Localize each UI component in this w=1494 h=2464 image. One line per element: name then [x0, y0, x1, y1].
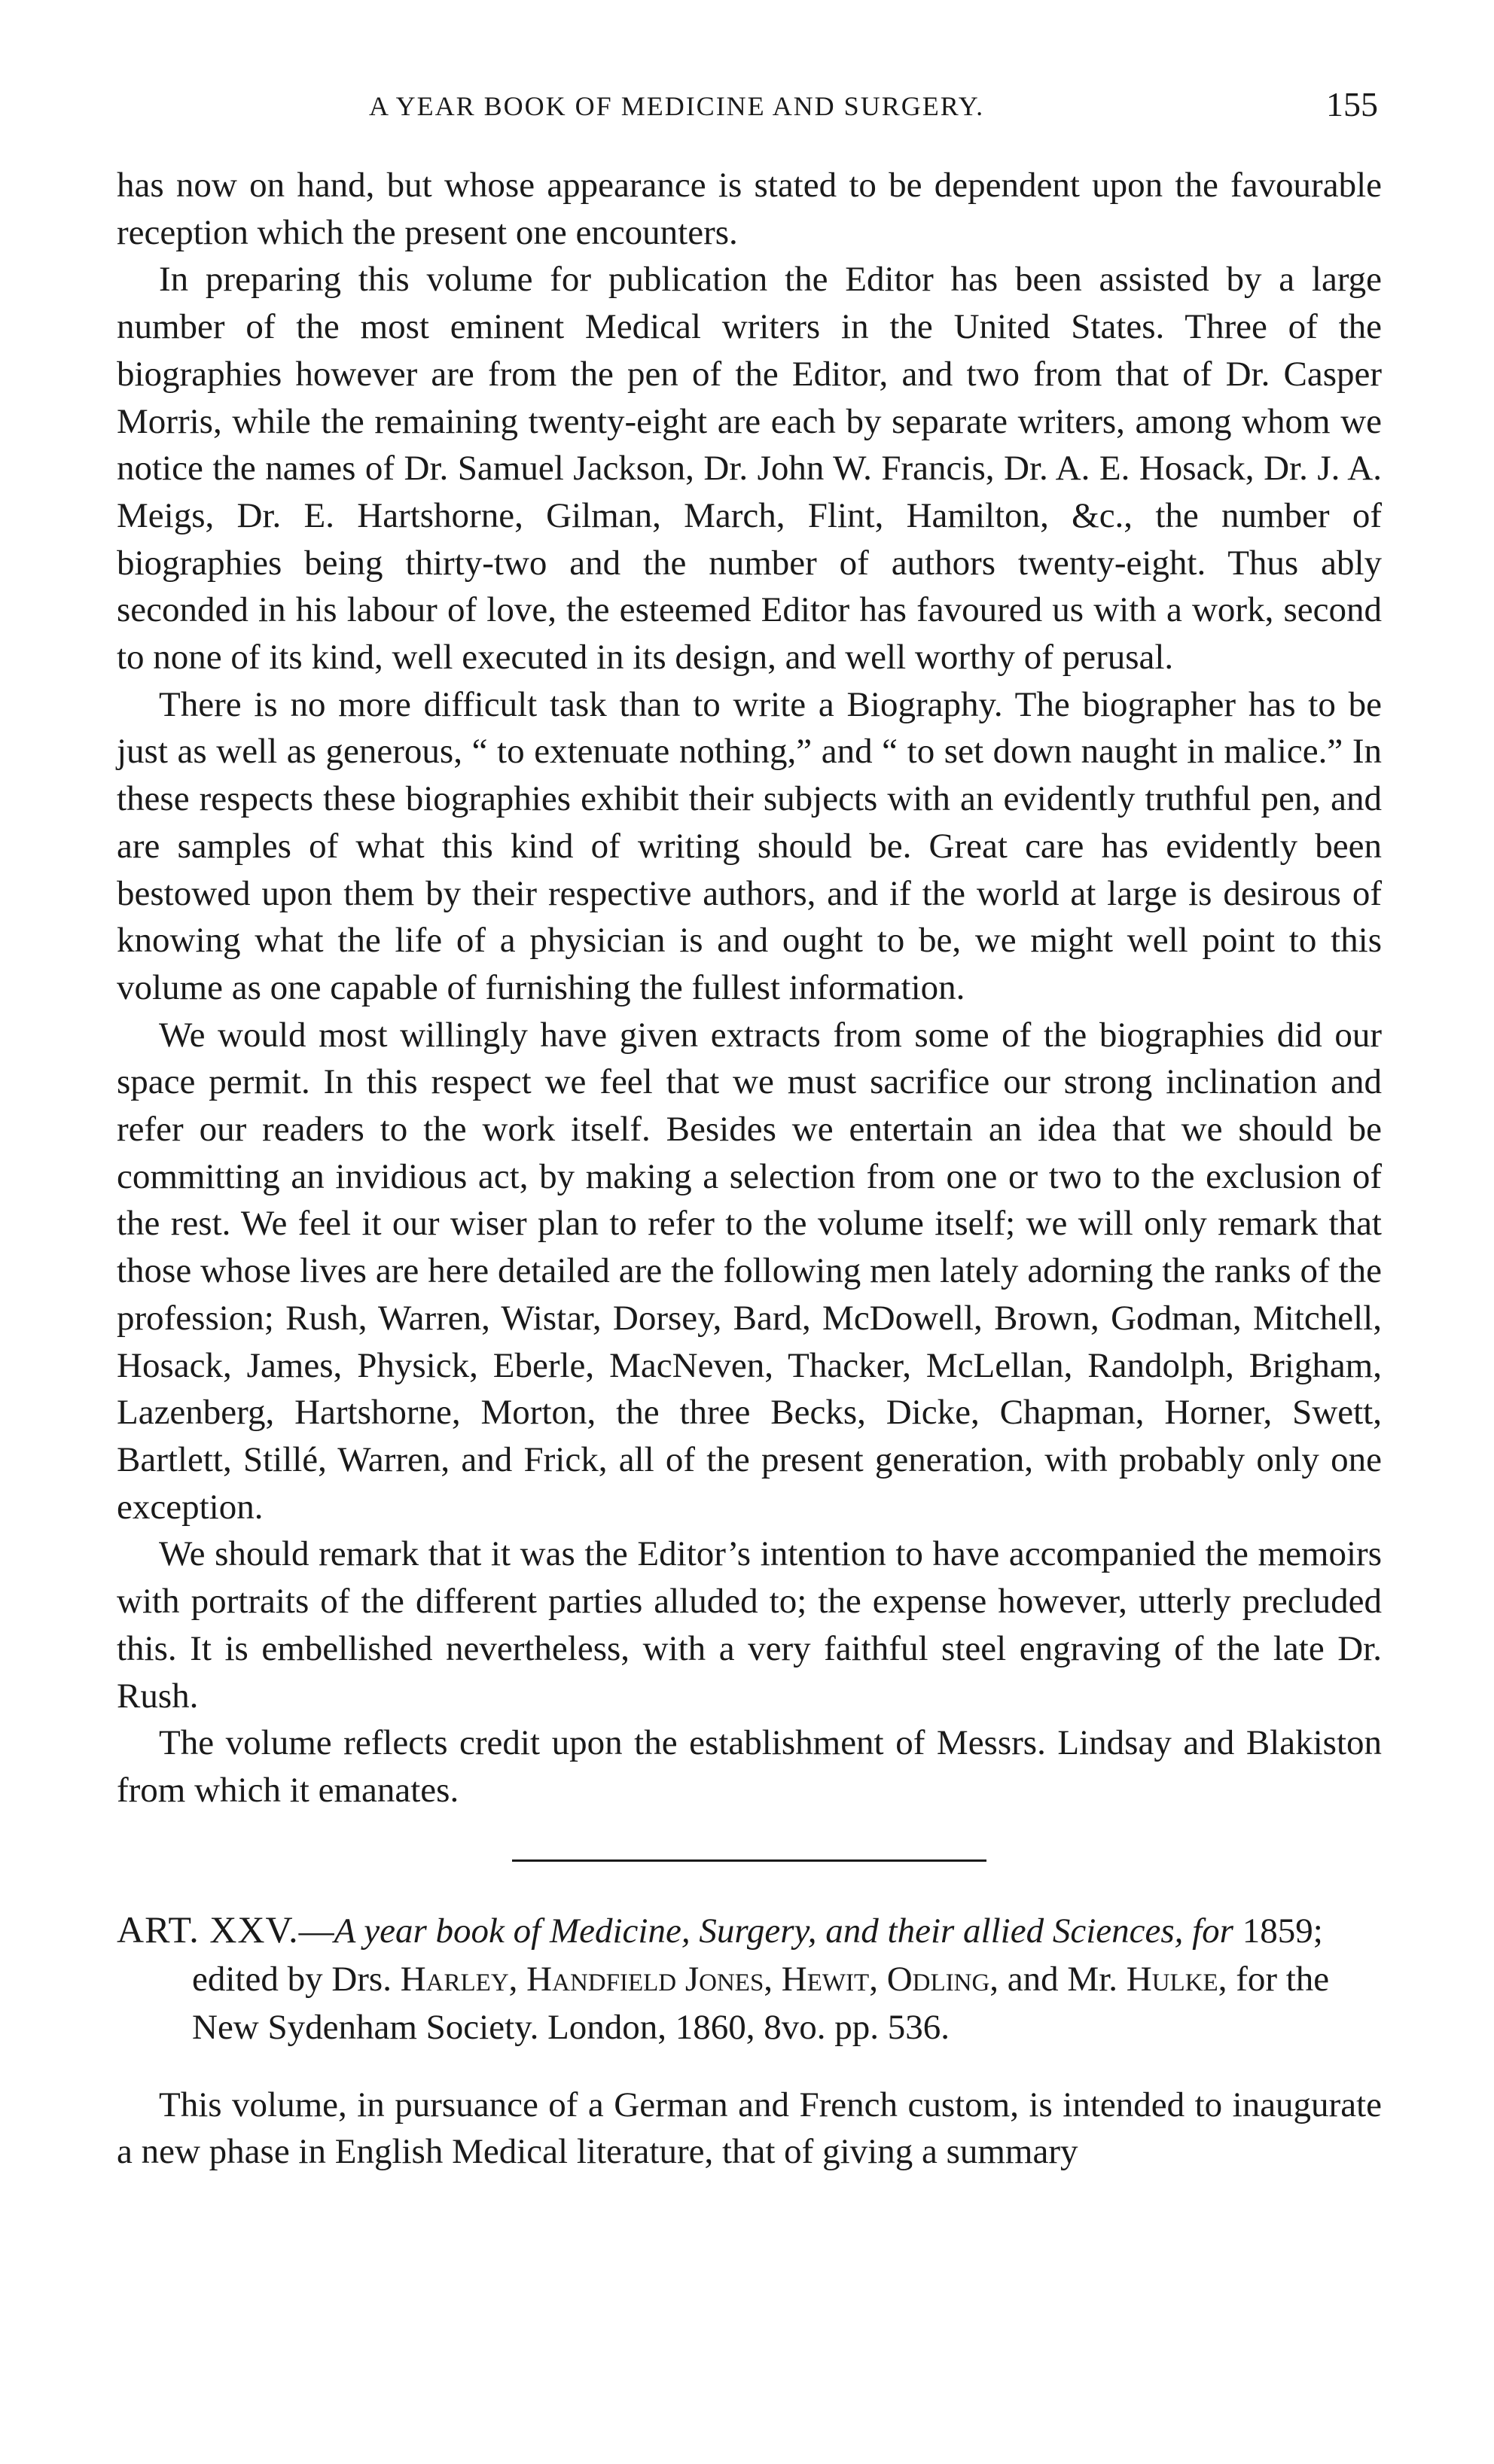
paragraph: We would most willingly have given extracts from some of the biographies did our space permit. In this respect we feel that we must sacrifice our strong inclination and refer our readers to the work itself. Besides we entertain an idea that we should be committing an invidious act, by making a selection from one or two to the exclusion of the rest. We feel it our wiser plan to refer to the volume itself; we will only remark that those whose lives are here detailed are the following men lately adorning the ranks of the profession; Rush, Warren, Wistar, Dorsey, Bard, McDowell, Brown, Godman, Mitchell, Hosack, James, Physick, Eberle, MacNeven, Thacker, McLellan, Randolph, Brigham, Lazenberg, Hartshorne, Morton, the three Becks, Dicke, Chapman, Horner, Swett, Bartlett, Stillé, Warren, and Frick, all of the present generation, with probably only one exception.	[117, 1015, 1382, 1527]
paragraph: We should remark that it was the Editor’s intention to have accompanied the memoirs with portraits of the different parties alluded to; the expense however, utterly precluded this. It is embellished nevertheless, with a very faithful steel engraving of the late Dr. Rush.	[117, 1534, 1382, 1716]
paragraph-continuation: has now on hand, but whose appearance is stated to be dependent upon the favourable reception which the present one encounters.	[117, 166, 1382, 252]
paragraph: The volume reflects credit upon the establishment of Messrs. Lindsay and Blakiston from which it emanates.	[117, 1723, 1382, 1810]
article-title: A year book of Medicine, Surgery, and their allied Sciences, for	[334, 1911, 1233, 1951]
article-year: 1859;	[1233, 1911, 1323, 1951]
body-text	[117, 162, 1382, 2176]
article-publication: , for the New Sydenham Society. London, 1860, 8vo. pp. 536.	[192, 1959, 1330, 2047]
spacer	[117, 2051, 1382, 2082]
page-number: 155	[1326, 85, 1378, 123]
closing-paragraph: This volume, in pursuance of a German and French custom, is intended to inaugurate a new phase in English Medical literature, that of giving a summary	[117, 2085, 1382, 2172]
article-heading	[117, 1905, 1382, 2051]
article-dash: —	[298, 1911, 334, 1951]
paragraph: In preparing this volume for publication the Editor has been assisted by a large number of the most eminent Medical writers in the United States. Three of the biographies however are from the pen of the Editor, and two from that of Dr. Casper Morris, while the remaining twenty-eight are each by separate writers, among whom we notice the names of Dr. Samuel Jackson, Dr. John W. Francis, Dr. A. E. Hosack, Dr. J. A. Meigs, Dr. E. Hartshorne, Gilman, March, Flint, Hamilton, &c., the number of biographies being thirty-two and the number of authors twenty-eight. Thus ably seconded in his labour of love, the esteemed Editor has favoured us with a work, second to none of its kind, well executed in its design, and well worthy of perusal.	[117, 260, 1382, 678]
paragraph: There is no more difficult task than to write a Biography. The biographer has to be just as well as generous, “ to extenuate nothing,” and “ to set down naught in malice.” In these respects these biographies exhibit their subjects with an evidently truthful pen, and are samples of what this kind of writing should be. Great care has evidently been bestowed upon them by their respective authors, and if the world at large is desirous of knowing what the life of a physician is and ought to be, we might well point to this volume as one capable of furnishing the fullest information.	[117, 684, 1382, 1007]
article-number: ART. XXV.	[117, 1908, 299, 1951]
article-editor-last: Hulke	[1126, 1959, 1218, 1999]
article-edited-by: edited by Drs.	[192, 1959, 401, 1999]
running-title: A YEAR BOOK OF MEDICINE AND SURGERY.	[369, 91, 985, 121]
article-editors: Harley, Handfield Jones, Hewit, Odling,	[400, 1959, 999, 1999]
section-divider	[512, 1859, 986, 1862]
page-header	[113, 83, 1378, 136]
article-and-mr: and Mr.	[999, 1959, 1127, 1999]
